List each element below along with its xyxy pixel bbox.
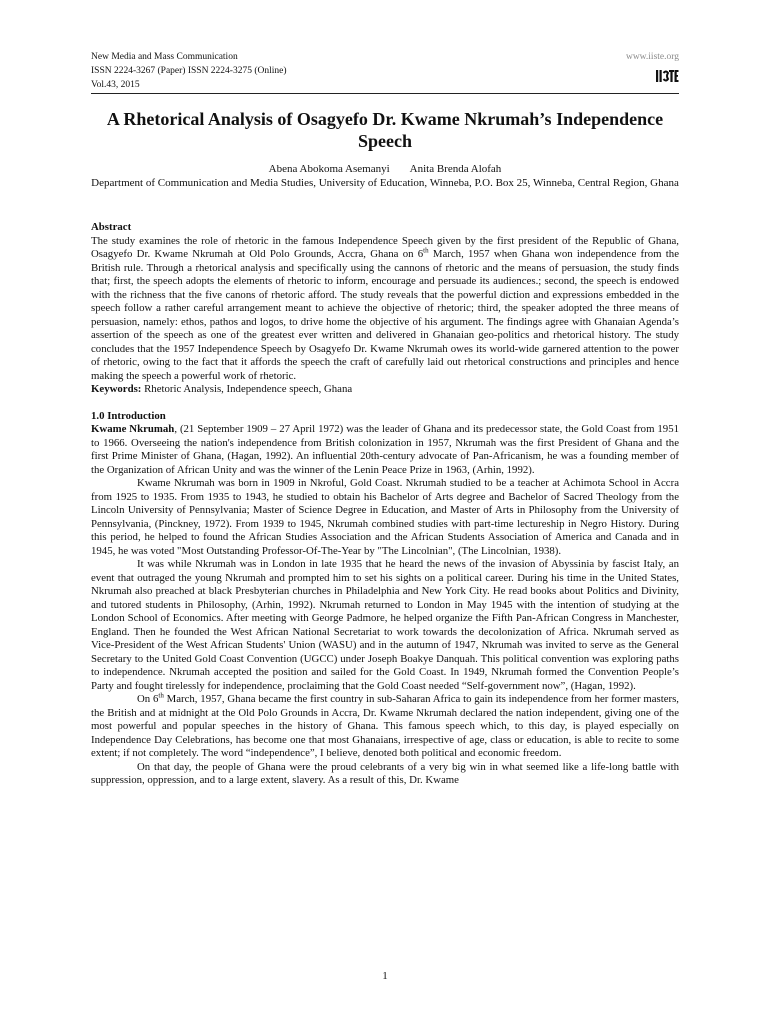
section-heading: 1.0 Introduction: [91, 409, 166, 422]
author-names: [91, 162, 679, 176]
paragraph: Kwame Nkrumah, (21 September 1909 – 27 April 1972) was the leader of Ghana and its predecessor state, the Gold Coast from 1951 to 1966. Overseeing the nation's independence from British colonization in 1957, Nkrumah was the first President of Ghana and the first Prime Minister of Ghana, (Hagan, 1992). An influential 20th-century advocate of Pan-Africanism, he was a founding member of the Organization of African Unity and was the winner of the Lenin Peace Prize in 1963, (Arhin, 1992).: [91, 423, 679, 476]
journal-name: New Media and Mass Communication: [91, 52, 238, 62]
volume: Vol.43, 2015: [91, 80, 140, 90]
author-name: Anita Brenda Alofah: [409, 163, 502, 175]
author-name: Abena Abokoma Asemanyi: [268, 163, 390, 175]
iiste-logo: [655, 67, 679, 83]
paragraph: It was while Nkrumah was in London in late 1935 that he heard the news of the invasion of Abyssinia by fascist Italy, an event that outraged the young Nkrumah and prompted him to set his sights on a political career. During his time in the United States, Nkrumah also preached at black Presbyterian churches in Philadelphia and New York City. He read books about Politics and Divinity, and tutored students in Philosophy, (Arhin, 1992). Nkrumah returned to London in May 1945 with the intention of studying at the London School of Economics. After meeting with George Padmore, he helped organize the Fifth Pan-African Congress in Manchester, England. Then he founded the West African National Secretariat to work towards the decolonization of Africa. Nkrumah served as Vice-President of the West African Students' Union (WASU) and in the autumn of 1947, Nkrumah was invited to serve as the General Secretary to the United Gold Coast Convention (UGCC) under Joseph Boakye Danquah. This political convention was exploring paths to independence. Nkrumah accepted the position and sailed for the Gold Coast. In 1949, Nkrumah formed the Convention People’s Party and fought tirelessly for independence, proclaiming that the Gold Coast needed “Self-government now”, (Hagan, 1992).: [91, 558, 679, 692]
paragraph: On 6th March, 1957, Ghana became the first country in sub-Saharan Africa to gain its independence from her former masters, the British and at midnight at the Old Polo Grounds in Accra, Dr. Kwame Nkrumah declared the nation independent, giving one of the most powerful and popular speeches in the history of Ghana. This famous speech which, to this day, is played especially on Independence Day Celebrations, has become one that most Ghanaians, irrespective of age, class or education, is able to recite to some extent; if not completely. The word “independence”, I believe, denoted both political and economic freedom.: [91, 691, 680, 759]
abstract-text: The study examines the role of rhetoric in the famous Independence Speech given by the first president of the Republic of Ghana, Osagyefo Dr. Kwame Nkrumah at Old Polo Grounds, Accra, Ghana on 6th March, 1957 when Ghana won independence from the British rule. Through a rhetorical analysis and specifically using the cannons of rhetoric and the means of persuasion, the study finds that; first, the speech adopts the elements of rhetoric to inform, encourage and persuade its audiences.; second, the speech is endowed with the richness that the five canons of rhetoric afford. The study reveals that the powerful diction and expressions embedded in the speech follow a rather careful arrangement meant to achieve the objective of rhetoric; third, the speaker adopted the three means of persuasion, namely: ethos, pathos and logos, to drive home the objective of his argument. The findings agree with Ghanaian Agenda’s assertion of the speech as one of the greatest ever written and delivered in Ghanaian geo-politics and rhetorical history. The study concludes that the 1957 Independence Speech by Osagyefo Dr. Kwame Nkrumah owes its world-wide garnered attention to the power of rhetoric, owing to the fact that it affords the speech the craft of carefully laid out rhetorical constructions and principles and hence making the speech a powerful work of rhetoric.: [91, 234, 679, 382]
issn: ISSN 2224-3267 (Paper) ISSN 2224-3275 (Online): [91, 66, 287, 76]
affiliation: Department of Communication and Media Studies, University of Education, Winneba, P.O. Box 25, Winneba, Central Region, Ghana: [91, 177, 679, 189]
paragraph: On that day, the people of Ghana were the proud celebrants of a very big win in what seemed like a life-long battle with suppression, oppression, and to a large extent, slavery. As a result of this, Dr. Kwame: [91, 760, 679, 786]
journal-url[interactable]: www.iiste.org: [625, 52, 679, 62]
keywords: Keywords: Rhetoric Analysis, Independence speech, Ghana: [91, 383, 353, 395]
page-number: 1: [382, 970, 388, 982]
paper-body: [91, 221, 679, 788]
header-rule: [91, 93, 679, 94]
running-header: [91, 50, 679, 92]
author-block: [91, 162, 679, 190]
paper-title: A Rhetorical Analysis of Osagyefo Dr. Kwame Nkrumah’s Independence Speech: [106, 109, 664, 151]
abstract-heading: Abstract: [91, 221, 132, 233]
paragraph: Kwame Nkrumah was born in 1909 in Nkroful, Gold Coast. Nkrumah studied to be a teacher at Achimota School in Accra from 1925 to 1935. From 1935 to 1943, he studied to obtain his Bachelor of Arts degree and Bachelor of Sacred Theology from the Lincoln University of Pennsylvania; Master of Science Degree in Education, and Master of Arts in Philosophy from the University of Pennsylvania, (Pinckney, 1972). From 1939 to 1945, Nkrumah combined studies with part-time lectureship in Negro History. During this period, he helped to found the African Studies Association and the African Students Association of America and Canada and in 1945, he was voted "Most Outstanding Professor-Of-The-Year by "The Lincolnian", (The Lincolnian, 1938).: [91, 477, 679, 557]
